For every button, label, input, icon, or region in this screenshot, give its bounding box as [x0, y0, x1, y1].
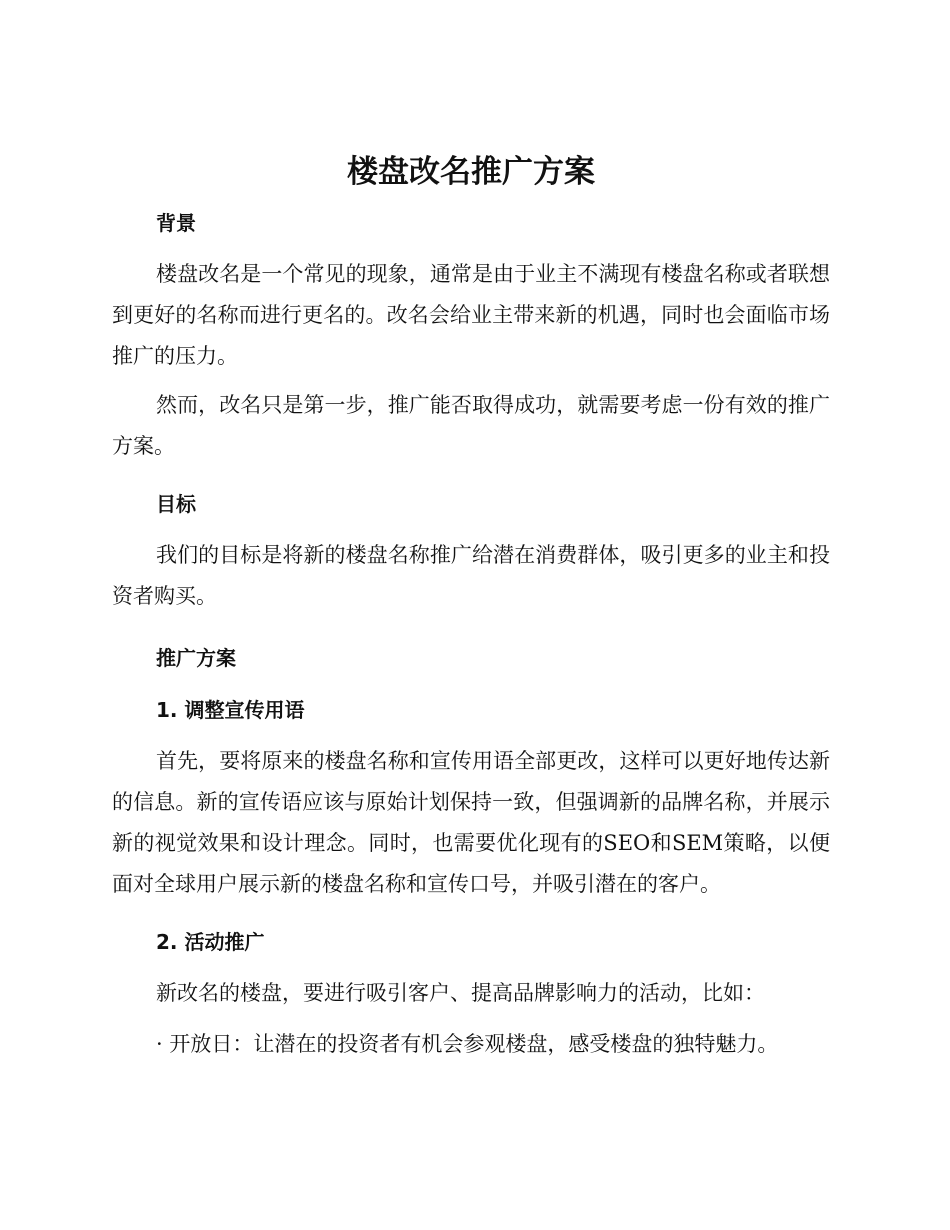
background-paragraph-2: 然而，改名只是第一步，推广能否取得成功，就需要考虑一份有效的推广方案。 [112, 393, 830, 458]
background-paragraph-1: 楼盘改名是一个常见的现象，通常是由于业主不满现有楼盘名称或者联想到更好的名称而进行更名的。改名会给业主带来新的机遇，同时也会面临市场推广的压力。 [112, 262, 830, 368]
section-heading-goal: 目标 [156, 492, 196, 516]
subsection-heading-slogan: 1. 调整宣传用语 [156, 698, 305, 722]
events-paragraph-1: 新改名的楼盘，要进行吸引客户、提高品牌影响力的活动，比如： [156, 981, 765, 1005]
slogan-paragraph-1: 首先，要将原来的楼盘名称和宣传用语全部更改，这样可以更好地传达新的信息。新的宣传语应该与原始计划保持一致，但强调新的品牌名称，并展示新的视觉效果和设计理念。同时，也需要优化现有的SEO和SEM策略，以便面对全球用户展示新的楼盘名称和宣传口号，并吸引潜在的客户。 [112, 749, 830, 896]
document-body [112, 150, 830, 1065]
section-heading-plan: 推广方案 [156, 646, 236, 670]
section-heading-background: 背景 [156, 211, 196, 235]
goal-paragraph-1: 我们的目标是将新的楼盘名称推广给潜在消费群体，吸引更多的业主和投资者购买。 [112, 543, 830, 608]
events-bullet-open-day: · 开放日：让潜在的投资者有机会参观楼盘，感受楼盘的独特魅力。 [156, 1032, 779, 1056]
document-title: 楼盘改名推广方案 [347, 154, 595, 190]
subsection-heading-events: 2. 活动推广 [156, 930, 265, 954]
